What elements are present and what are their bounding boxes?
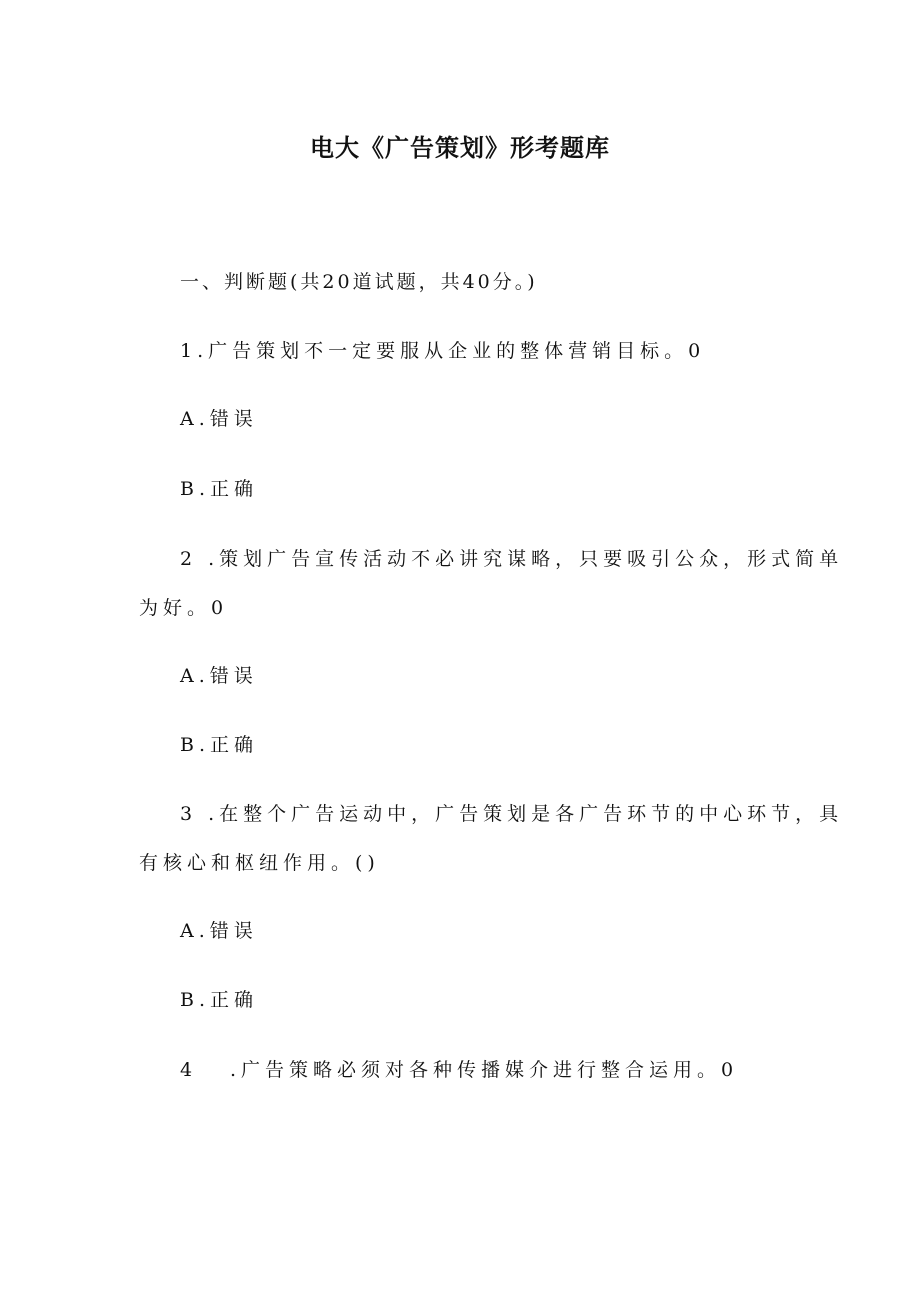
question-1-text: 1.广告策划不一定要服从企业的整体营销目标。0 (180, 340, 706, 362)
question-2-option-a: A.错误 (180, 665, 258, 687)
question-2-text: 2 .策划广告宣传活动不必讲究谋略，只要吸引公众，形式简单 (180, 548, 844, 570)
question-4-text: .广告策略必须对各种传播媒介进行整合运用。0 (230, 1059, 739, 1081)
question-1-option-a: A.错误 (180, 408, 258, 430)
question-3-text-cont: 有核心和枢纽作用。() (139, 852, 380, 874)
question-3-option-b: B.正确 (180, 989, 259, 1011)
question-2-option-b: B.正确 (180, 734, 259, 756)
question-2-text-cont: 为好。0 (139, 597, 229, 619)
question-1-option-b: B.正确 (180, 478, 259, 500)
section-heading: 一、判断题(共20道试题，共40分。) (180, 271, 538, 293)
question-4-number: 4 (180, 1059, 193, 1081)
document-title: 电大《广告策划》形考题库 (310, 134, 610, 162)
question-3-option-a: A.错误 (180, 920, 258, 942)
question-3-text: 3 .在整个广告运动中，广告策划是各广告环节的中心环节，具 (180, 803, 844, 825)
